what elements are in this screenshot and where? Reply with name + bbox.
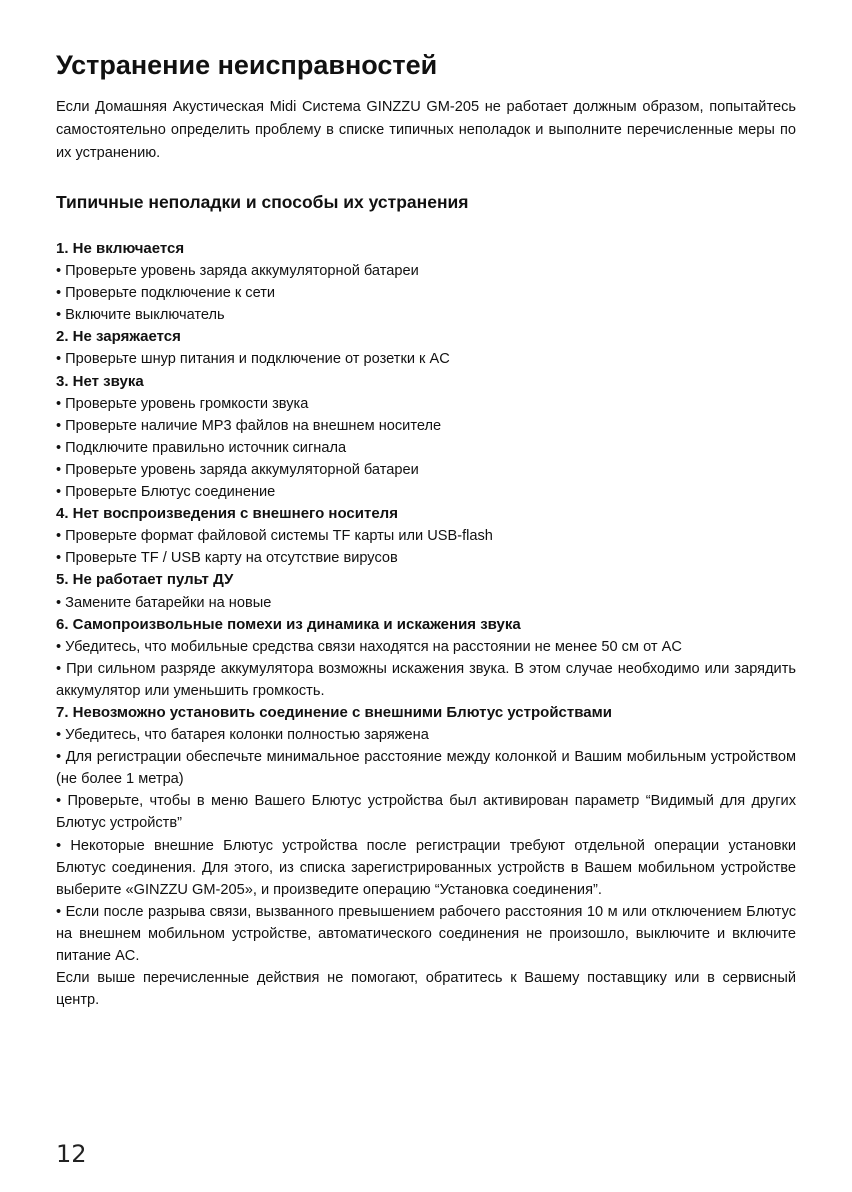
problem-heading-3: 3. Нет звука [56,372,144,390]
list-item: • Для регистрации обеспечьте минимальное расстояние между колонкой и Вашим мобильным устройством (не более 1 метра) [56,749,796,788]
problem-heading-4: 4. Нет воспроизведения с внешнего носителя [56,505,398,523]
list-item: • При сильном разряде аккумулятора возможны искажения звука. В этом случае необходимо или зарядить аккумулятор или уменьшить громкость. [56,660,796,699]
problem-heading-5: 5. Не работает пульт ДУ [56,571,234,589]
list-item: • Подключите правильно источник сигнала [56,439,347,456]
list-item: • Проверьте наличие MP3 файлов на внешнем носителе [56,417,442,434]
list-item: • Замените батарейки на новые [56,594,272,611]
page-number: 12 [56,1140,87,1168]
list-item: • Включите выключатель [56,307,225,324]
list-item: • Проверьте Блютус соединение [56,484,276,501]
intro-paragraph: Если Домашняя Акустическая Midi Система GINZZU GM-205 не работает должным образом, попытайтесь самостоятельно определить проблему в списке типичных неполадок и выполните перечисленные меры по их устранению. [56,99,796,161]
list-item: • Проверьте уровень заряда аккумуляторной батареи [56,263,419,280]
list-item: • Проверьте формат файловой системы TF карты или USB-flash [56,528,493,545]
problem-heading-2: 2. Не заряжается [56,328,181,346]
list-item: • Если после разрыва связи, вызванного превышением рабочего расстояния 10 м или отключением Блютус на внешнем мобильном устройстве, автоматического соединения не произошло, выключите и включите питание AC. [56,903,796,964]
list-item: • Проверьте TF / USB карту на отсутствие вирусов [56,550,398,567]
problem-heading-7: 7. Невозможно установить соединение с внешними Блютус устройствами [56,703,612,721]
troubleshooting-list [56,238,796,1011]
list-item: • Проверьте уровень заряда аккумуляторной батареи [56,461,419,478]
closing-paragraph: Если выше перечисленные действия не помогают, обратитесь к Вашему поставщику или в сервисный центр. [56,970,796,1009]
list-item: • Убедитесь, что батарея колонки полностью заряжена [56,727,429,744]
page-title: Устранение неисправностей [56,50,438,80]
section-subtitle: Типичные неполадки и способы их устранения [56,192,469,212]
problem-heading-6: 6. Самопроизвольные помехи из динамика и искажения звука [56,615,521,633]
list-item: • Проверьте уровень громкости звука [56,395,309,412]
list-item: • Некоторые внешние Блютус устройства после регистрации требуют отдельной операции установки Блютус соединения. Для этого, из списка зарегистрированных устройств в Вашем мобильном устройстве выберите «GINZZU GM-205», и произведите операцию “Установка соединения”. [56,837,796,898]
problem-heading-1: 1. Не включается [56,240,185,257]
list-item: • Проверьте шнур питания и подключение от розетки к AC [56,351,450,368]
list-item: • Проверьте подключение к сети [56,285,276,302]
list-item: • Убедитесь, что мобильные средства связи находятся на расстоянии не менее 50 см от AC [56,638,682,655]
list-item: • Проверьте, чтобы в меню Вашего Блютус устройства был активирован параметр “Видимый для других Блютус устройств” [56,793,796,832]
